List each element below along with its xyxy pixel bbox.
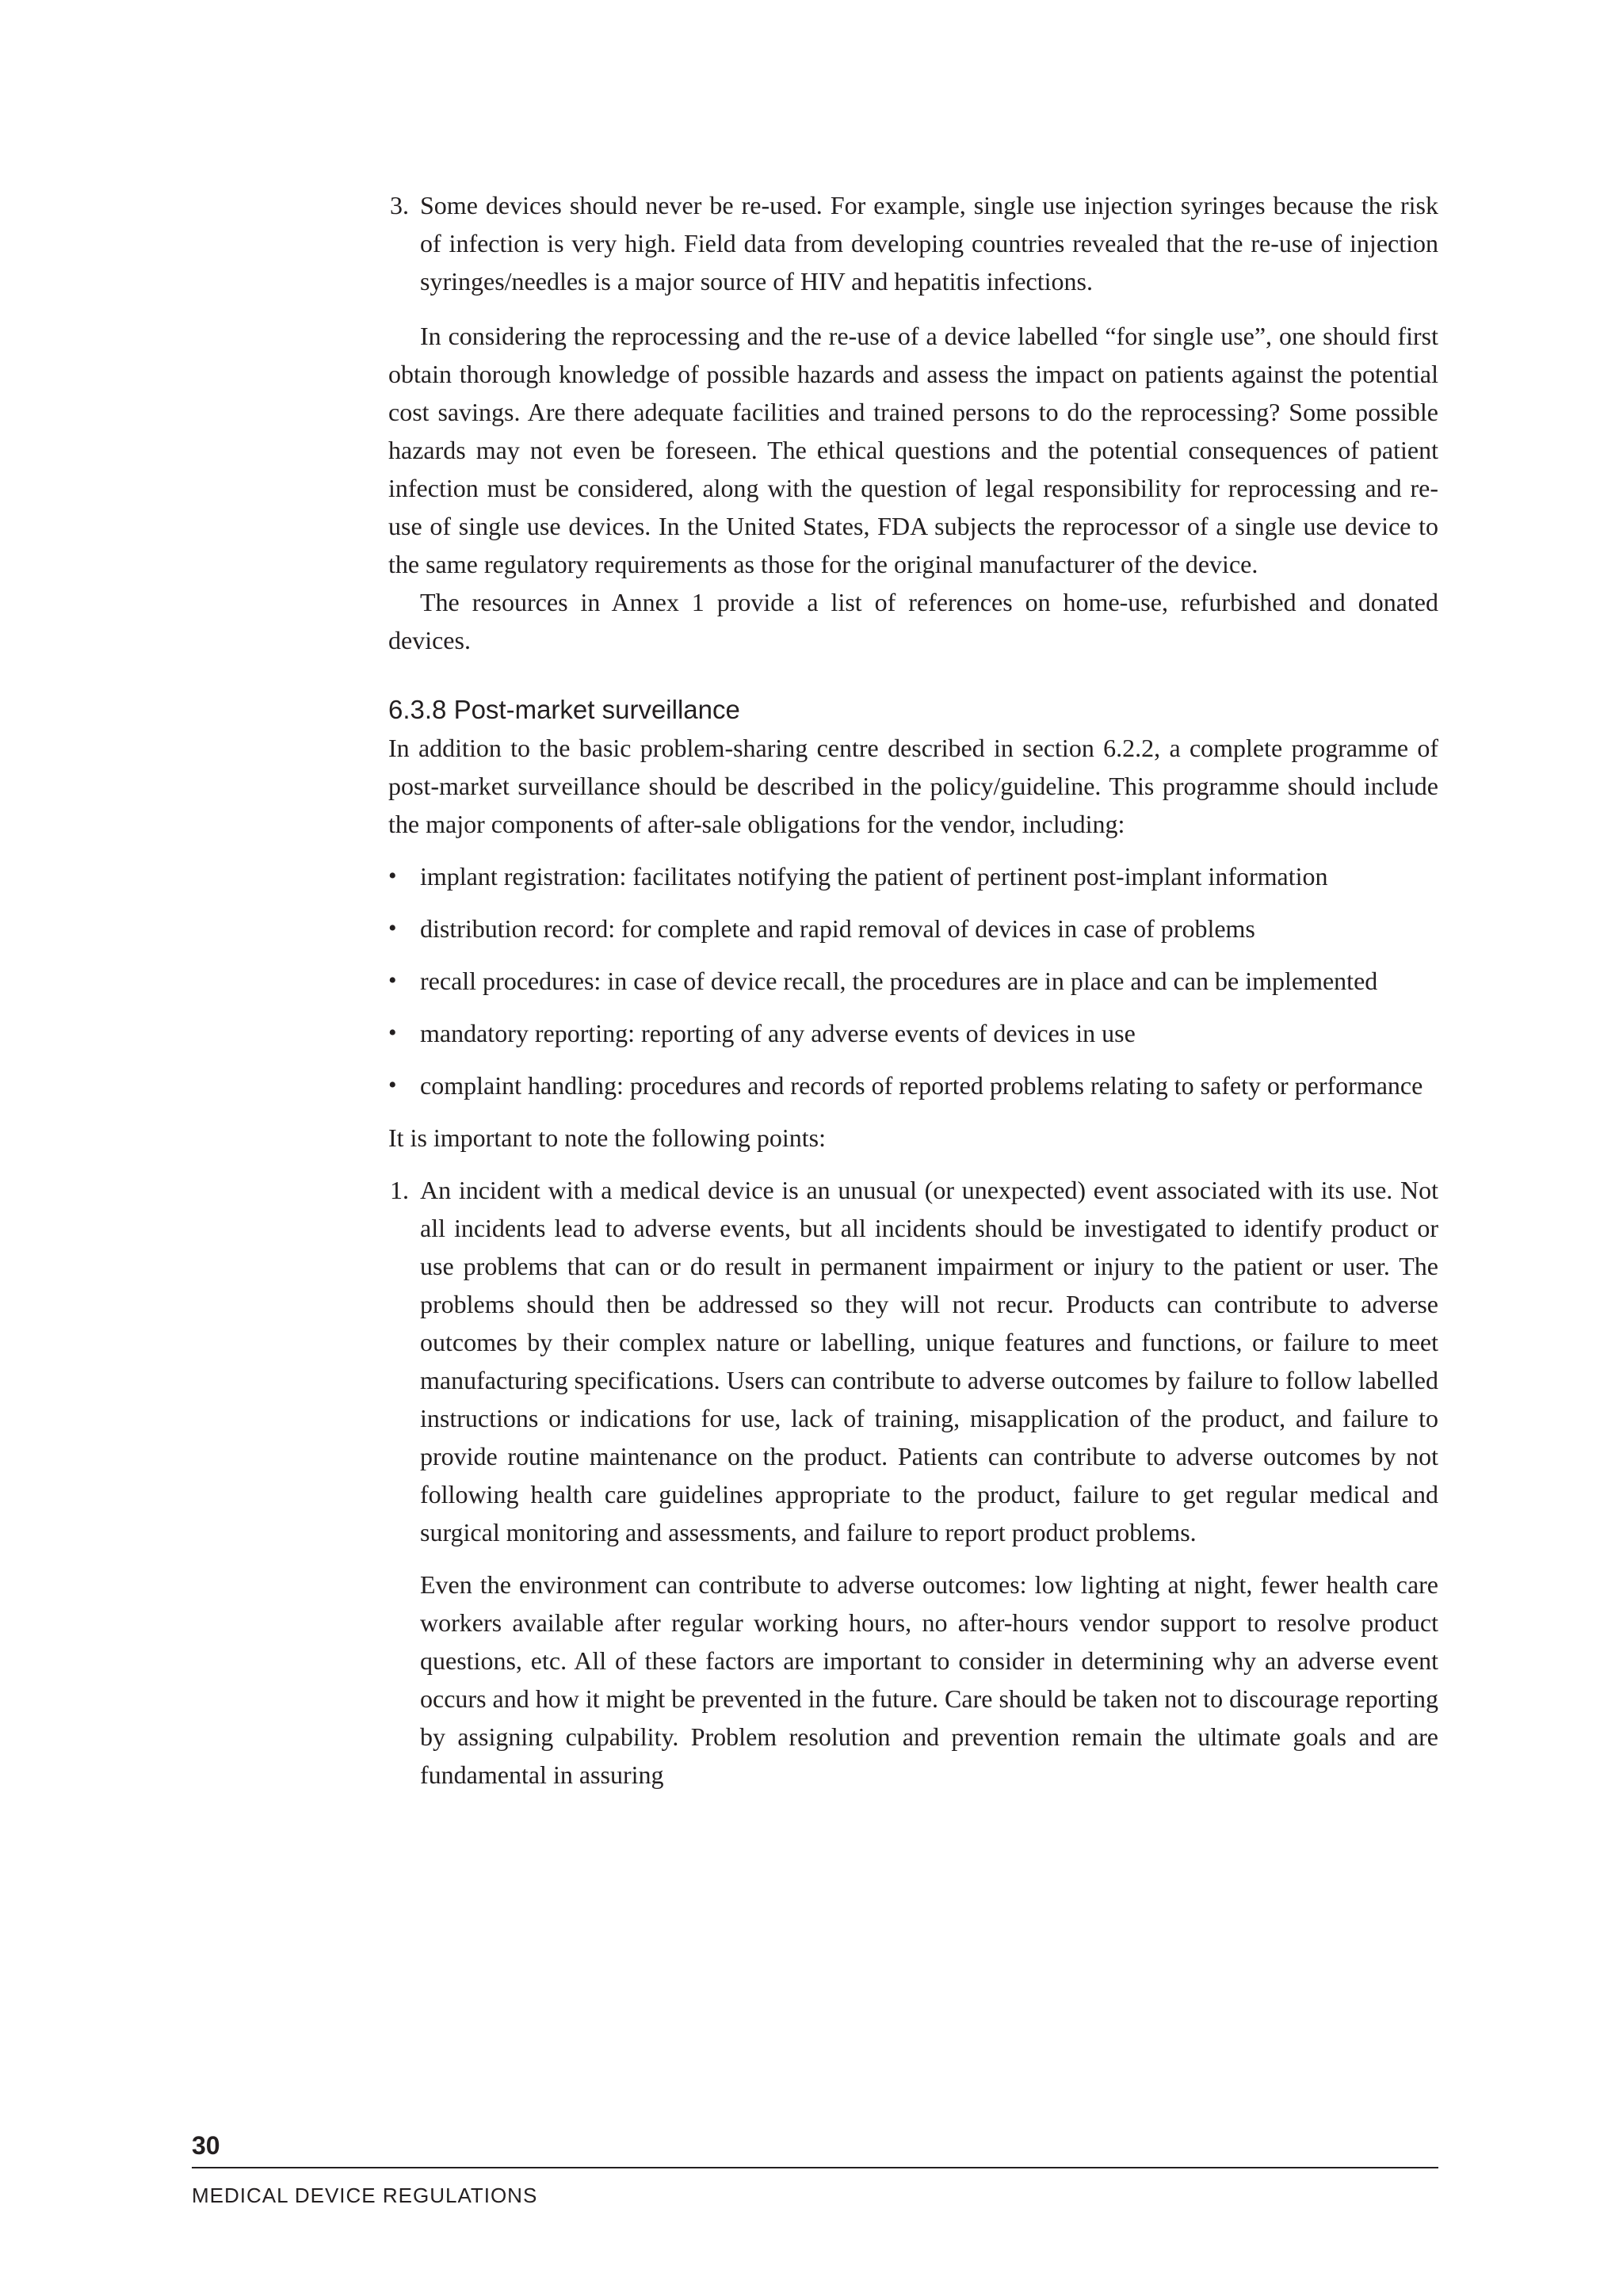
list-item-3 bbox=[388, 186, 1438, 300]
footer-divider bbox=[192, 2167, 1438, 2168]
bullet-text: mandatory reporting: reporting of any adverse events of devices in use bbox=[420, 1019, 1136, 1047]
paragraph-annex-resources: The resources in Annex 1 provide a list of references on home-use, refurbished and donated devices. bbox=[388, 588, 1438, 654]
running-title: MEDICAL DEVICE REGULATIONS bbox=[192, 2183, 538, 2207]
page-number: 30 bbox=[192, 2131, 220, 2160]
list-item-text: An incident with a medical device is an unusual (or unexpected) event associated with its use. Not all incidents lead to adverse events, but all incidents should be investigated to identify product or use problems that can or do result in permanent impairment or injury to the patient or user. The problems should then be addressed so they will not recur. Products can contribute to adverse outcomes by their complex nature or labelling, unique features and functions, or failure to meet manufacturing specifications. Users can contribute to adverse outcomes by failure to follow labelled instructions or indications for use, lack of training, misapplication of the product, and failure to provide routine maintenance on the product. Patients can contribute to adverse outcomes by not following health care guidelines appropriate to the product, failure to get regular medical and surgical monitoring and assessments, and failure to report product problems. bbox=[420, 1176, 1438, 1547]
section-intro: In addition to the basic problem-sharing centre described in section 6.2.2, a complete programme of post-market surveillance should be described in the policy/guideline. This programme should include the major components of after-sale obligations for the vendor, including: bbox=[388, 734, 1438, 838]
bullet-icon: • bbox=[388, 967, 397, 994]
bullet-text: implant registration: facilitates notifying the patient of pertinent post-implant information bbox=[420, 862, 1328, 891]
bullet-icon: • bbox=[388, 1020, 397, 1046]
points-intro: It is important to note the following points: bbox=[388, 1123, 826, 1152]
bullet-item bbox=[388, 910, 1438, 948]
bullet-item bbox=[388, 1014, 1438, 1052]
paragraph-reprocessing: In considering the reprocessing and the re-use of a device labelled “for single use”, one should first obtain thorough knowledge of possible hazards and assess the impact on patients against the potential cost savings. Are there adequate facilities and trained persons to do the reprocessing? Some possible hazards may not even be foreseen. The ethical questions and the potential consequences of patient infection must be considered, along with the question of legal responsibility for reprocessing and re-use of single use devices. In the United States, FDA subjects the reprocessor of a single use device to the same regulatory requirements as those for the original manufacturer of the device. bbox=[388, 322, 1438, 578]
bullet-icon: • bbox=[388, 915, 397, 941]
bullet-item bbox=[388, 962, 1438, 1000]
bullet-text: recall procedures: in case of device recall, the procedures are in place and can be implemented bbox=[420, 967, 1378, 995]
bullet-text: distribution record: for complete and rapid removal of devices in case of problems bbox=[420, 914, 1255, 943]
list-item-text: Some devices should never be re-used. For example, single use injection syringes because the risk of infection is very high. Field data from developing countries revealed that the re-use of injection syringes/needles is a major source of HIV and hepatitis infections. bbox=[420, 191, 1438, 296]
list-number: 3. bbox=[390, 191, 409, 219]
bullet-icon: • bbox=[388, 863, 397, 889]
list-item-continuation: Even the environment can contribute to adverse outcomes: low lighting at night, fewer health care workers available after regular working hours, no after-hours vendor support to resolve product questions, etc. All of these factors are important to consider in determining why an adverse event occurs and how it might be prevented in the future. Care should be taken not to discourage reporting by assigning culpability. Problem resolution and prevention remain the ultimate goals and are fundamental in assuring bbox=[420, 1570, 1438, 1789]
list-number: 1. bbox=[390, 1176, 409, 1204]
bullet-item bbox=[388, 857, 1438, 895]
bullet-icon: • bbox=[388, 1072, 397, 1098]
list-item-1 bbox=[388, 1171, 1438, 1551]
section-heading: 6.3.8 Post-market surveillance bbox=[388, 695, 740, 724]
bullet-text: complaint handling: procedures and records of reported problems relating to safety or performance bbox=[420, 1071, 1423, 1100]
page-body bbox=[388, 186, 1438, 1794]
bullet-item bbox=[388, 1066, 1438, 1104]
